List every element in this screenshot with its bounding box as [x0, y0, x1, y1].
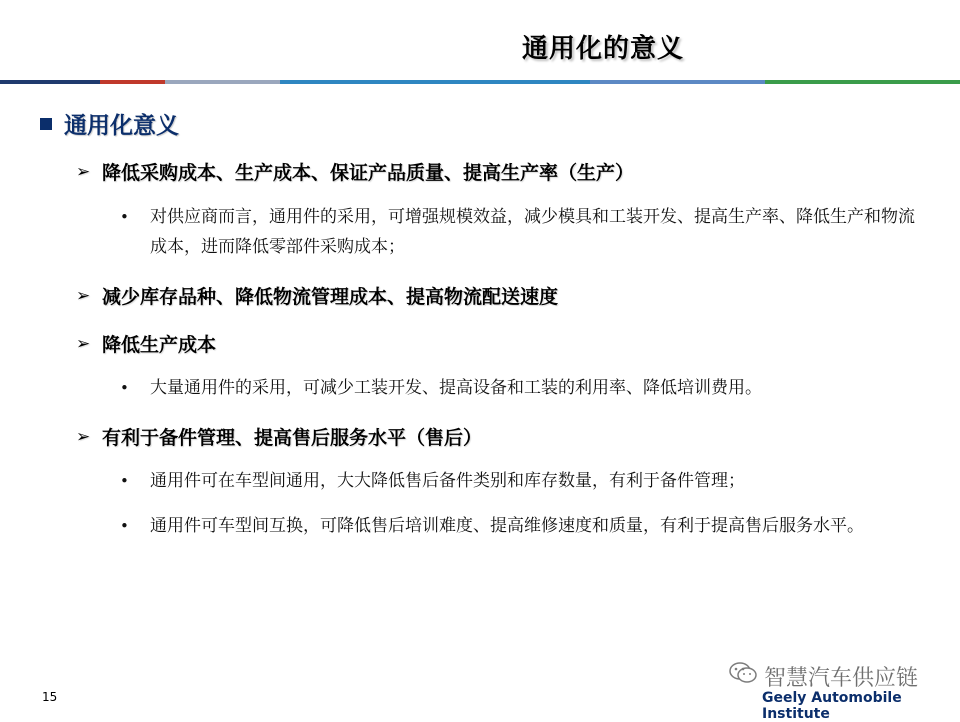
sub-heading: [76, 330, 216, 357]
bullet-dot-icon: •: [120, 472, 129, 490]
arrow-bullet-icon: ➢: [76, 426, 91, 447]
wechat-icon: [728, 660, 758, 692]
bullet-text: 对供应商而言，通用件的采用，可增强规模效益，减少模具和工装开发、提高生产率、降低生产和物流成本，进而降低零部件采购成本；: [150, 207, 915, 257]
square-bullet-icon: [40, 118, 52, 130]
watermark-text: 智慧汽车供应链: [764, 665, 919, 691]
sub-heading-text: 减少库存品种、降低物流管理成本、提高物流配送速度: [102, 286, 559, 308]
institute-name: Geely Automobile Institute: [762, 690, 902, 722]
section-heading: [40, 107, 179, 140]
accent-color-bar: [0, 80, 960, 84]
bullet-dot-icon: •: [120, 517, 129, 535]
sub-heading-text: 有利于备件管理、提高售后服务水平（售后）: [102, 427, 483, 449]
bullet-dot-icon: •: [120, 379, 129, 397]
arrow-bullet-icon: ➢: [76, 285, 91, 306]
accent-segment: [280, 80, 590, 84]
slide-title: 通用化的意义: [522, 34, 685, 64]
sub-heading: [76, 282, 558, 309]
bullet-dot-icon: •: [120, 208, 129, 226]
sub-heading-text: 降低采购成本、生产成本、保证产品质量、提高生产率（生产）: [102, 162, 635, 184]
accent-segment: [765, 80, 960, 84]
bullet-text: 大量通用件的采用，可减少工装开发、提高设备和工装的利用率、降低培训费用。: [150, 378, 762, 398]
accent-segment: [0, 80, 100, 84]
bullet-item: [120, 511, 920, 541]
sub-heading: [76, 423, 482, 450]
arrow-bullet-icon: ➢: [76, 333, 91, 354]
accent-segment: [165, 80, 280, 84]
page-number: 15: [42, 690, 58, 704]
bullet-item: [120, 202, 920, 262]
bullet-text: 通用件可车型间互换，可降低售后培训难度、提高维修速度和质量，有利于提高售后服务水平。: [150, 516, 864, 536]
accent-segment: [590, 80, 765, 84]
sub-heading: [76, 158, 634, 185]
bullet-text: 通用件可在车型间通用，大大降低售后备件类别和库存数量，有利于备件管理；: [150, 471, 745, 491]
watermark: [728, 660, 918, 692]
accent-segment: [100, 80, 165, 84]
bullet-item: [120, 466, 920, 496]
arrow-bullet-icon: ➢: [76, 161, 91, 182]
bullet-item: [120, 373, 920, 403]
sub-heading-text: 降低生产成本: [102, 334, 217, 356]
heading-text: 通用化意义: [64, 113, 179, 139]
